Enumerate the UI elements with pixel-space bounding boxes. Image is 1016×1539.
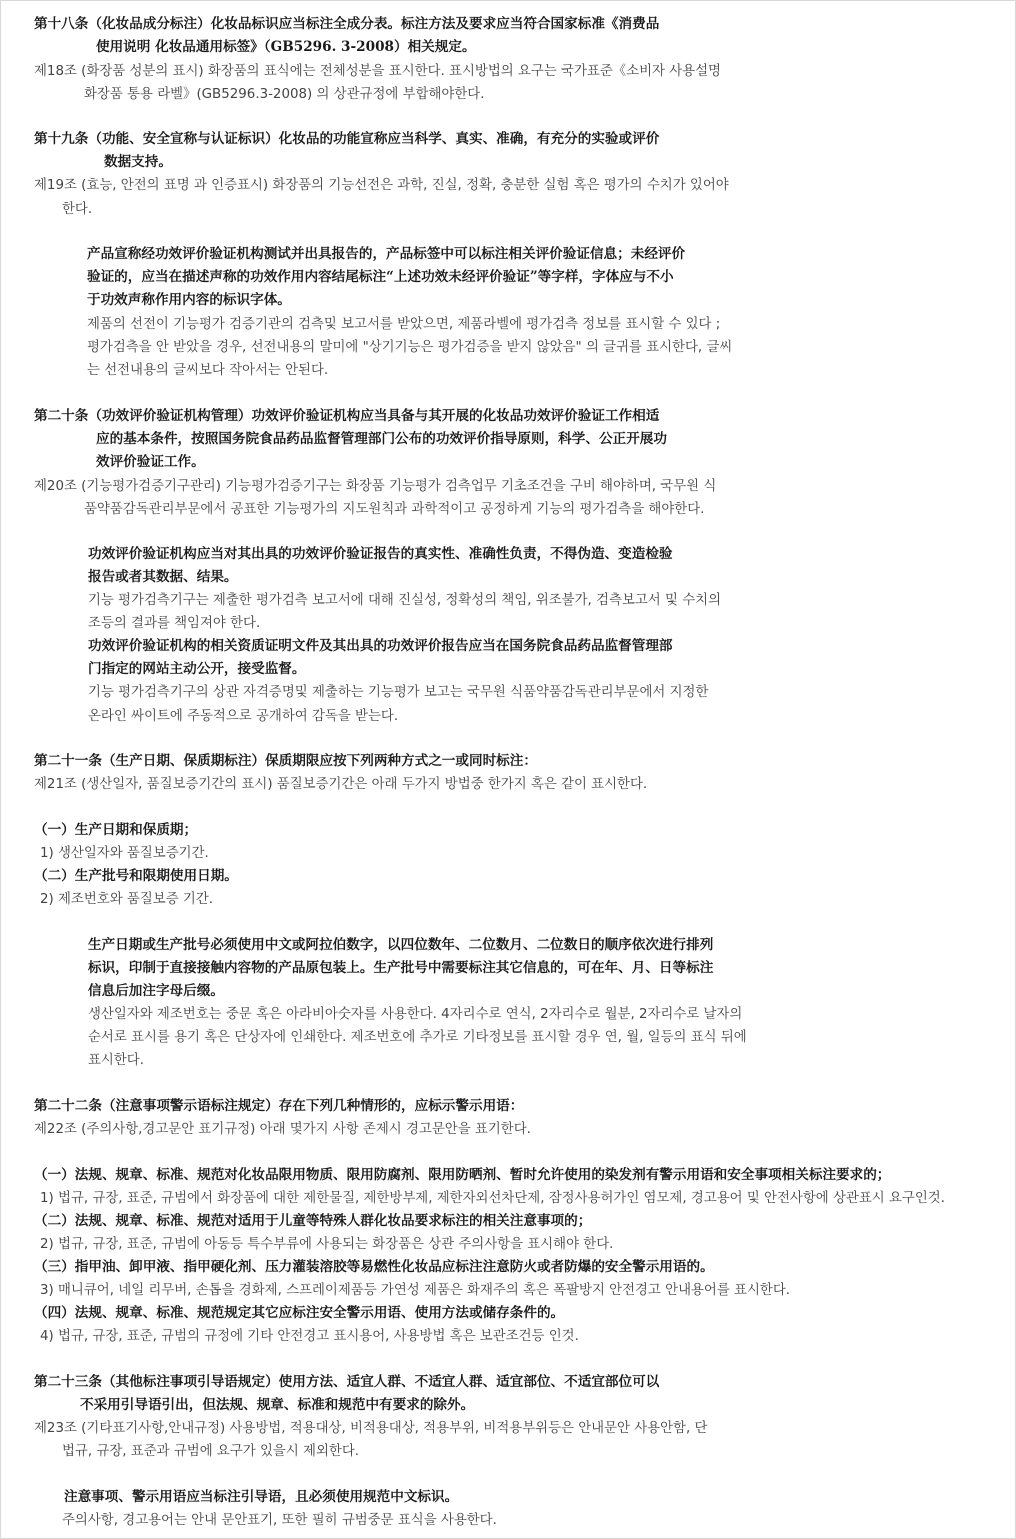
article-20-heading-zh: 第二十条（功效评价验证机构管理）功效评价验证机构应当具备与其开展的化妆品功效评价验证工作相适	[34, 408, 660, 424]
article-21-heading-ko: 제21조 (생산일자, 품질보증기간의 표시) 품질보증기간은 아래 두가지 방법중 한가지 혹은 같이 표시한다.	[34, 777, 648, 792]
article-21-heading-zh: 第二十一条（生产日期、保质期标注）保质期限应按下列两种方式之一或同时标注：	[34, 753, 537, 769]
article-21-body-ko-3: 표시한다.	[88, 1053, 144, 1068]
article-19-heading-ko-cont: 한다.	[62, 202, 93, 217]
article-23-body-zh: 注意事项、警示用语应当标注引导语，且必须使用规范中文标识。	[64, 1489, 459, 1505]
article-20-heading-zh-cont-1: 应的基本条件，按照国务院食品药品监督管理部门公布的功效评价指导原则，科学、公正开展功	[96, 431, 667, 447]
article-20-body-ko-4: 온라인 싸이트에 주동적으로 공개하여 감독을 받는다.	[88, 709, 399, 724]
article-23-heading-zh-cont: 不采用引导语引出，但法规、规章、标准和规范中有要求的除外。	[80, 1397, 475, 1413]
article-19-body-ko-1: 제품의 선전이 기능평가 검증기관의 검측및 보고서를 받았으면, 제품라벨에 평가검측 정보를 표시할 수 있다 ;	[87, 317, 721, 332]
article-21-body-ko-1: 생산일자와 제조번호는 중문 혹은 아라비아숫자를 사용한다. 4자리수로 연식, 2자리수로 월분, 2자리수로 날자의	[88, 1007, 743, 1022]
article-20-heading-ko: 제20조 (기능평가검증기구관리) 기능평가검증기구는 화장품 기능평가 검측업무 기초조건을 구비 해야하며, 국무원 식	[34, 479, 717, 494]
article-19-body-zh-3: 于功效声称作用内容的标识字体。	[87, 292, 291, 308]
article-20-heading-zh-cont-2: 效评价验证工作。	[96, 454, 205, 470]
article-22-item-3-ko: 3) 매니큐어, 네일 리무버, 손톱을 경화제, 스프레이제품등 가연성 제품은 화재주의 혹은 폭팔방지 안전경고 안내용어를 표시한다.	[40, 1283, 791, 1298]
article-21-body-zh-1: 生产日期或生产批号必须使用中文或阿拉伯数字，以四位数年、二位数月、二位数日的顺序依次进行排列	[88, 937, 714, 953]
article-19-heading-zh-cont: 数据支持。	[104, 154, 172, 170]
article-19-body-ko-3: 는 선전내용의 글씨보다 작아서는 안된다.	[87, 363, 329, 378]
article-23-body-ko: 주의사항, 경고용어는 안내 문안표기, 또한 필히 규범중문 표식을 사용한다.	[62, 1513, 497, 1528]
article-22-item-2-ko: 2) 법규, 규장, 표준, 규범에 아동등 특수부류에 사용되는 화장품은 상관 주의사항을 표시해야 한다.	[40, 1237, 614, 1252]
article-22-item-3-zh: （三）指甲油、卸甲液、指甲硬化剂、压力灌装溶胶等易燃性化妆品应标注注意防火或者防爆的安全警示用语的。	[34, 1259, 714, 1275]
article-20-body-zh-1: 功效评价验证机构应当对其出具的功效评价验证报告的真实性、准确性负责，不得伪造、变造检验	[88, 546, 673, 562]
article-19-heading-zh: 第十九条（功能、安全宣称与认证标识）化妆品的功能宣称应当科学、真实、准确，有充分的实验或评价	[34, 131, 660, 147]
article-20-body-zh-2: 报告或者其数据、结果。	[88, 569, 238, 585]
article-22-item-2-zh: （二）法规、规章、标准、规范对适用于儿童等特殊人群化妆品要求标注的相关注意事项的；	[34, 1213, 592, 1229]
article-22-heading-ko: 제22조 (주의사항,경고문안 표기규정) 아래 몇가지 사항 존제시 경고문안을 표기한다.	[34, 1122, 531, 1137]
article-21-body-ko-2: 순서로 표시를 용기 혹은 단상자에 인쇄한다. 제조번호에 추가로 기타정보를 표시할 경우 연, 월, 일등의 표식 뒤에	[88, 1030, 747, 1045]
article-20-body-ko-2: 조등의 결과를 책임져야 한다.	[88, 616, 261, 631]
article-21-item-2-ko: 2) 제조번호와 품질보증 기간.	[40, 892, 214, 907]
article-18-heading-ko: 제18조 (화장품 성분의 표시) 화장품의 표식에는 전체성분을 표시한다. 표시방법의 요구는 국가표준《소비자 사용설명	[34, 64, 721, 79]
article-23-heading-zh: 第二十三条（其他标注事项引导语规定）使用方法、适宜人群、不适宜人群、适宜部位、不适宜部位可以	[34, 1374, 660, 1390]
article-21-body-zh-2: 标识，印制于直接接触内容物的产品原包装上。生产批号中需要标注其它信息的，可在年、月、日等标注	[88, 960, 714, 976]
article-19-heading-ko: 제19조 (효능, 안전의 표명 과 인증표시) 화장품의 기능선전은 과학, 진실, 정확, 충분한 실험 혹은 평가의 수치가 있어야	[34, 178, 729, 193]
article-18-heading-zh: 第十八条（化妆品成分标注）化妆品标识应当标注全成分表。标注方法及要求应当符合国家标准《消费品	[34, 16, 660, 32]
article-21-body-zh-3: 信息后加注字母后缀。	[88, 983, 224, 999]
article-22-item-1-zh: （一）法规、规章、标准、规范对化妆品限用物质、限用防腐剂、限用防晒剂、暂时允许使用的染发剂有警示用语和安全事项相关标注要求的；	[34, 1167, 891, 1183]
article-19-body-zh-1: 产品宣称经功效评价验证机构测试并出具报告的，产品标签中可以标注相关评价验证信息；未经评价	[87, 246, 686, 262]
article-20-body-zh-3: 功效评价验证机构的相关资质证明文件及其出具的功效评价报告应当在国务院食品药品监督管理部	[88, 638, 673, 654]
article-23-heading-ko: 제23조 (기타표기사항,안내규정) 사용방법, 적용대상, 비적용대상, 적용부위, 비적용부위등은 안내문안 사용안함, 단	[34, 1421, 708, 1436]
article-18-heading-zh-cont: 使用说明 化妆品通用标签》（GB5296. 3-2008）相关规定。	[96, 39, 476, 55]
article-18-heading-ko-cont: 화장품 통용 라벨》(GB5296.3-2008) 의 상관규정에 부합해야한다.	[84, 87, 485, 102]
article-22-heading-zh: 第二十二条（注意事项警示语标注规定）存在下列几种情形的，应标示警示用语：	[34, 1098, 524, 1114]
article-22-item-1-ko: 1) 법규, 규장, 표준, 규범에서 화장품에 대한 제한물질, 제한방부제, 제한자외선차단제, 잠정사용허가인 염모제, 경고용어 및 안전사항에 상관표시 요구인것.	[40, 1191, 945, 1206]
article-22-item-4-ko: 4) 법규, 규장, 표준, 규범의 규정에 기타 안전경고 표시용어, 사용방법 혹은 보관조건등 인것.	[40, 1329, 579, 1344]
article-23-heading-ko-cont: 법규, 규장, 표준과 규범에 요구가 있을시 제외한다.	[62, 1444, 360, 1459]
article-19-body-zh-2: 验证的，应当在描述声称的功效作用内容结尾标注“上述功效未经评价验证”等字样，字体应与不小	[87, 269, 674, 285]
article-19-body-ko-2: 평가검측을 안 받았을 경우, 선전내용의 말미에 "상기기능은 평가검증을 받지 않았음" 의 글귀를 표시한다, 글씨	[87, 340, 733, 355]
article-20-body-ko-1: 기능 평가검측기구는 제출한 평가검측 보고서에 대해 진실성, 정확성의 책임, 위조불가, 검측보고서 및 수치의	[88, 593, 721, 608]
article-21-item-1-ko: 1) 생산일자와 품질보증기간.	[40, 846, 209, 861]
article-20-heading-ko-cont: 품약품감독관리부문에서 공표한 기능평가의 지도원칙과 과학적이고 공정하게 기능의 평가검측을 해야한다.	[84, 502, 705, 517]
article-20-body-ko-3: 기능 평가검측기구의 상관 자격증명및 제출하는 기능평가 보고는 국무원 식품약품감독관리부문에서 지정한	[88, 685, 709, 700]
article-20-body-zh-4: 门指定的网站主动公开，接受监督。	[88, 661, 306, 677]
article-21-item-1-zh: （一）生产日期和保质期；	[34, 822, 198, 838]
article-22-item-4-zh: （四）法规、规章、标准、规范规定其它应标注安全警示用语、使用方法或储存条件的。	[34, 1305, 565, 1321]
article-21-item-2-zh: （二）生产批号和限期使用日期。	[34, 868, 238, 884]
